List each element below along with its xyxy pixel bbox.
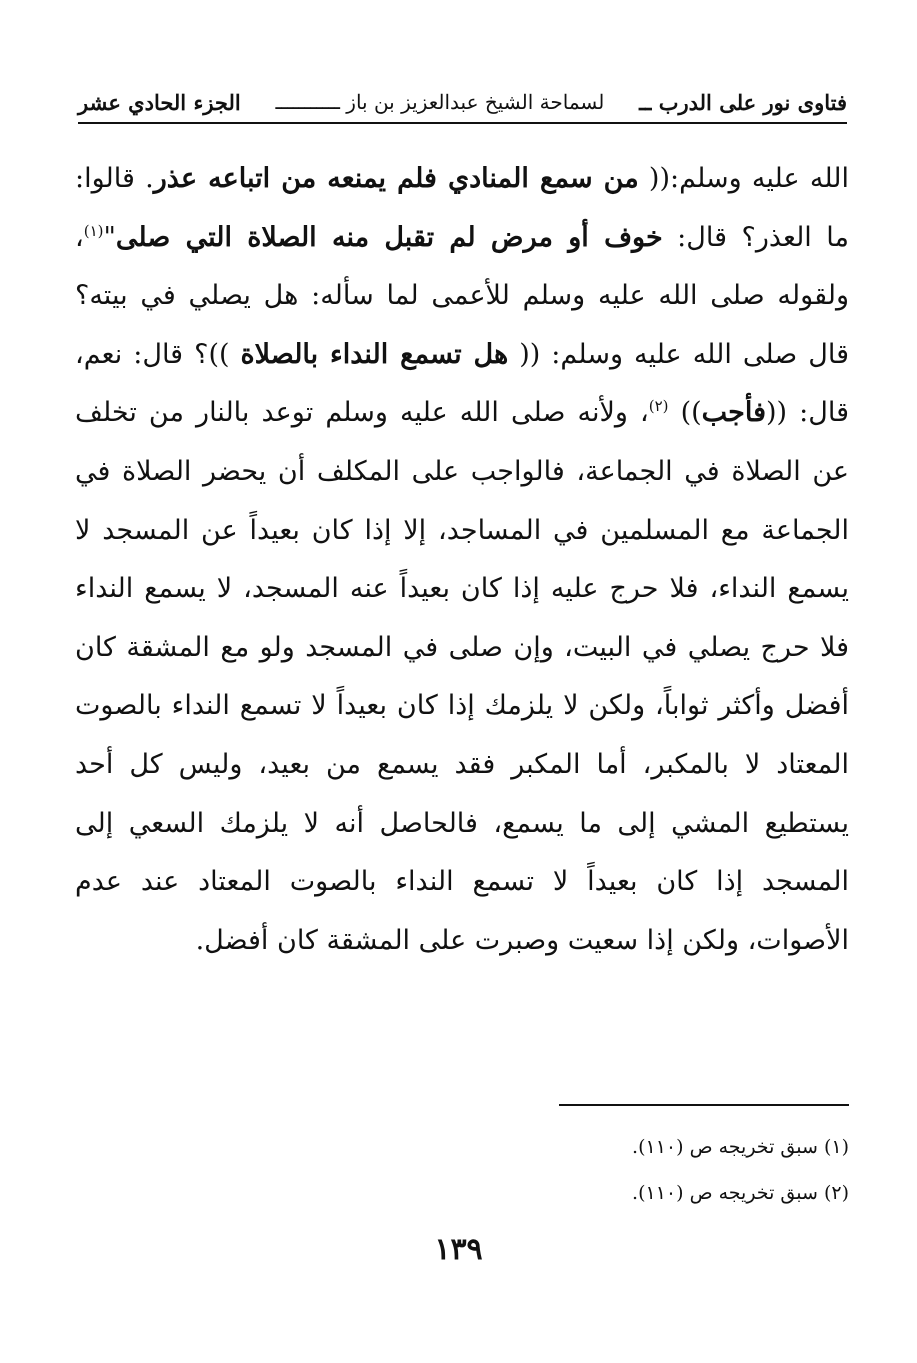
running-header [78,82,847,124]
header-volume: الجزء الحادي عشر [78,89,241,115]
body-paragraph [75,150,849,970]
footnote-ref-2: (٢) [648,397,669,416]
text-segment: الله عليه وسلم:(( [638,163,849,194]
footnote-2: (٢) سبق تخريجه ص (١١٠). [632,1182,849,1204]
hadith-quote: فأجب [701,397,766,429]
footnotes [349,1124,849,1216]
footnote-ref-1: (١) [83,221,104,240]
text-segment: )) [668,397,702,429]
footnote-1: (١) سبق تخريجه ص (١١٠). [632,1136,849,1158]
hadith-quote: هل تسمع النداء بالصلاة [240,338,509,370]
text-segment: ، ولأنه صلى الله عليه وسلم توعد بالنار من تخلف عن الصلاة في الجماعة، فالواجب على المكلف أن يحضر الصلاة في الجماعة مع المسلمين في المساجد، إلا إذا كان بعيداً عن المسجد لا يسمع النداء، فلا حرج عليه إذا كان بعيداً عنه المسجد، لا يسمع النداء فلا حرج يصلي في البيت، وإن صلى في المسجد ولو مع المشقة كان أفضل وأكثر ثواباً، ولكن لا يلزمك إذا كان بعيداً لا تسمع النداء بالصوت المعتاد لا بالمكبر، أما المكبر فقد يسمع من بعيد، وليس كل أحد يستطيع المشي إلى ما يسمع، فالحاصل أنه لا يلزمك السعي إلى المسجد إذا كان بعيداً لا تسمع النداء بالصوت المعتاد عند عدم الأصوات، ولكن إذا سعيت وصبرت على المشقة كان أفضل. [75,397,849,956]
text-segment: ))؟ قال: نعم، قال: (( [75,338,850,429]
page-number: ١٣٩ [434,1232,483,1267]
hadith-quote: خوف أو مرض لم تقبل منه الصلاة التي صلى [115,221,663,253]
header-book-title: فتاوى نور على الدرب ــ [639,89,847,115]
footnote-divider [559,1104,849,1106]
header-author: لسماحة الشيخ عبدالعزيز بن باز ـــــــــــ [275,90,605,114]
text-segment: ، ولقوله صلى الله عليه وسلم للأعمى لما سأله: هل يصلي في بيته؟ قال صلى الله عليه وسلم: (( [75,221,849,370]
text-segment: " [103,221,116,253]
hadith-quote: من سمع المنادي فلم يمنعه من اتباعه عذر [153,163,639,194]
text-segment: . قالوا: ما العذر؟ قال: [75,163,849,253]
